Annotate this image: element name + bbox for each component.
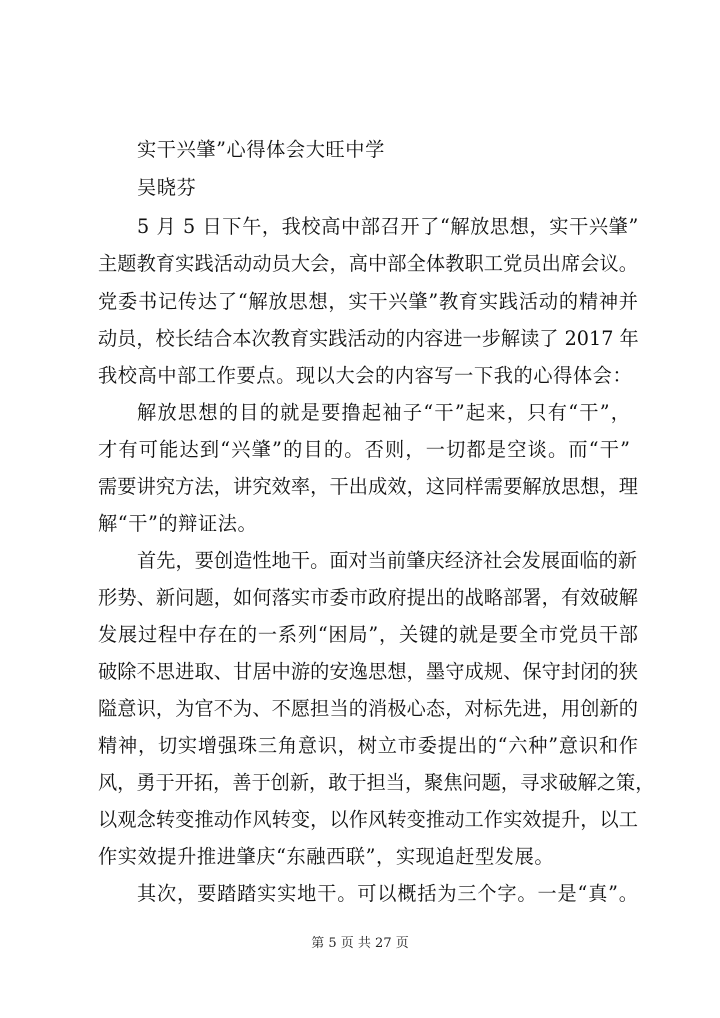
paragraph-1-line-1: 5 月 5 日下午，我校高中部召开了“解放思想，实干兴肇”	[137, 215, 639, 238]
paragraph-3-line-8: 以观念转变推动作风转变，以作风转变推动工作实效提升，以工	[98, 808, 638, 831]
paragraph-2-line-3: 需要讲究方法，讲究效率，干出成效，这同样需要解放思想，理	[98, 475, 638, 498]
document-title: 实干兴肇”心得体会大旺中学	[137, 138, 385, 161]
paragraph-4-line-1: 其次，要踏踏实实地干。可以概括为三个字。一是“真”。	[137, 882, 638, 905]
paragraph-1-line-3: 党委书记传达了“解放思想，实干兴肇”教育实践活动的精神并	[98, 290, 638, 313]
author-name: 吴晓芬	[137, 176, 197, 199]
paragraph-2-line-4: 解“干”的辩证法。	[98, 512, 258, 535]
paragraph-2-line-2: 才有可能达到“兴肇”的目的。否则，一切都是空谈。而“干”	[98, 438, 630, 461]
paragraph-3-line-5: 隘意识，为官不为、不愿担当的消极心态，对标先进，用创新的	[98, 697, 638, 720]
paragraph-2-line-1: 解放思想的目的就是要撸起袖子“干”起来，只有“干”，	[137, 401, 630, 424]
paragraph-3-line-6: 精神，切实增强珠三角意识，树立市委提出的“六种”意识和作	[98, 734, 638, 757]
paragraph-1-line-5: 我校高中部工作要点。现以大会的内容写一下我的心得体会：	[98, 364, 633, 387]
paragraph-3-line-9: 作实效提升推进肇庆“东融西联”，实现追赶型发展。	[98, 845, 555, 868]
paragraph-1-line-4: 动员，校长结合本次教育实践活动的内容进一步解读了 2017 年	[98, 327, 639, 350]
paragraph-3-line-3: 发展过程中存在的一系列“困局”，关键的就是要全市党员干部	[98, 623, 638, 646]
paragraph-3-line-7: 风，勇于开拓，善于创新，敢于担当，聚焦问题，寻求破解之策，	[98, 771, 655, 794]
paragraph-1-line-2: 主题教育实践活动动员大会，高中部全体教职工党员出席会议。	[98, 252, 638, 275]
page-number-footer: 第 5 页 共 27 页	[311, 936, 409, 951]
paragraph-3-line-2: 形势、新问题，如何落实市委市政府提出的战略部署，有效破解	[98, 586, 638, 609]
paragraph-3-line-1: 首先，要创造性地干。面对当前肇庆经济社会发展面临的新	[137, 549, 637, 572]
paragraph-3-line-4: 破除不思进取、甘居中游的安逸思想，墨守成规、保守封闭的狭	[98, 660, 638, 683]
